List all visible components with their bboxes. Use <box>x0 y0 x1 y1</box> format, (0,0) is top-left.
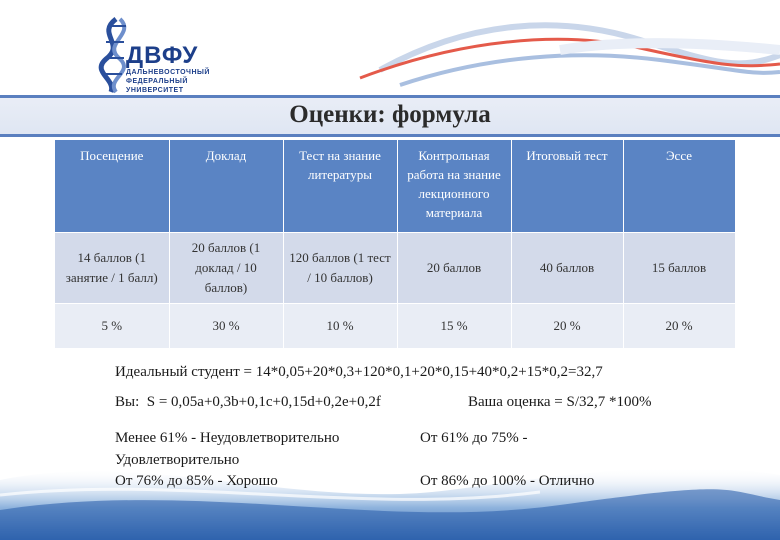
header-literature-test: Тест на знание литературы <box>283 140 397 232</box>
header-attendance: Посещение <box>55 140 169 232</box>
weight-cell: 10 % <box>283 303 397 348</box>
table-header-row <box>55 140 735 232</box>
scale-satisfactory-range: От 61% до 75% - <box>420 430 528 446</box>
weight-cell: 20 % <box>511 303 623 348</box>
points-cell: 20 баллов <box>397 232 511 303</box>
ideal-student-formula: Идеальный студент = 14*0,05+20*0,3+120*0,1+20*0,15+40*0,2+15*0,2=32,7 <box>115 364 603 380</box>
logo-text <box>126 44 210 95</box>
table-row-points <box>55 232 735 303</box>
header-essay: Эссе <box>623 140 735 232</box>
scale-satisfactory-label: Удовлетворительно <box>115 452 240 468</box>
points-cell: 20 баллов (1 доклад / 10 баллов) <box>169 232 283 303</box>
weight-cell: 15 % <box>397 303 511 348</box>
grades-table <box>55 140 736 348</box>
weight-cell: 30 % <box>169 303 283 348</box>
logo-line-1: ДАЛЬНЕВОСТОЧНЫЙ <box>126 69 210 76</box>
weight-cell: 5 % <box>55 303 169 348</box>
header-control-work: Контрольная работа на знание лекционного материала <box>397 140 511 232</box>
points-cell: 15 баллов <box>623 232 735 303</box>
points-cell: 14 баллов (1 занятие / 1 балл) <box>55 232 169 303</box>
header-report: Доклад <box>169 140 283 232</box>
scale-good: От 76% до 85% - Хорошо <box>115 473 278 489</box>
page-title: Оценки: формула <box>289 101 491 128</box>
header-final-test: Итоговый тест <box>511 140 623 232</box>
scale-fail: Менее 61% - Неудовлетворительно <box>115 430 340 446</box>
student-formula: Вы: S = 0,05a+0,3b+0,1c+0,15d+0,2e+0,2f <box>115 394 381 410</box>
points-cell: 120 баллов (1 тест / 10 баллов) <box>283 232 397 303</box>
logo-name: ДВФУ <box>126 42 199 69</box>
logo-line-3: УНИВЕРСИТЕТ <box>126 87 184 94</box>
table-row-weights <box>55 303 735 348</box>
scale-excellent: От 86% до 100% - Отлично <box>420 473 595 489</box>
points-cell: 40 баллов <box>511 232 623 303</box>
logo-line-2: ФЕДЕРАЛЬНЫЙ <box>126 78 188 85</box>
weight-cell: 20 % <box>623 303 735 348</box>
grade-formula: Ваша оценка = S/32,7 *100% <box>468 394 652 410</box>
